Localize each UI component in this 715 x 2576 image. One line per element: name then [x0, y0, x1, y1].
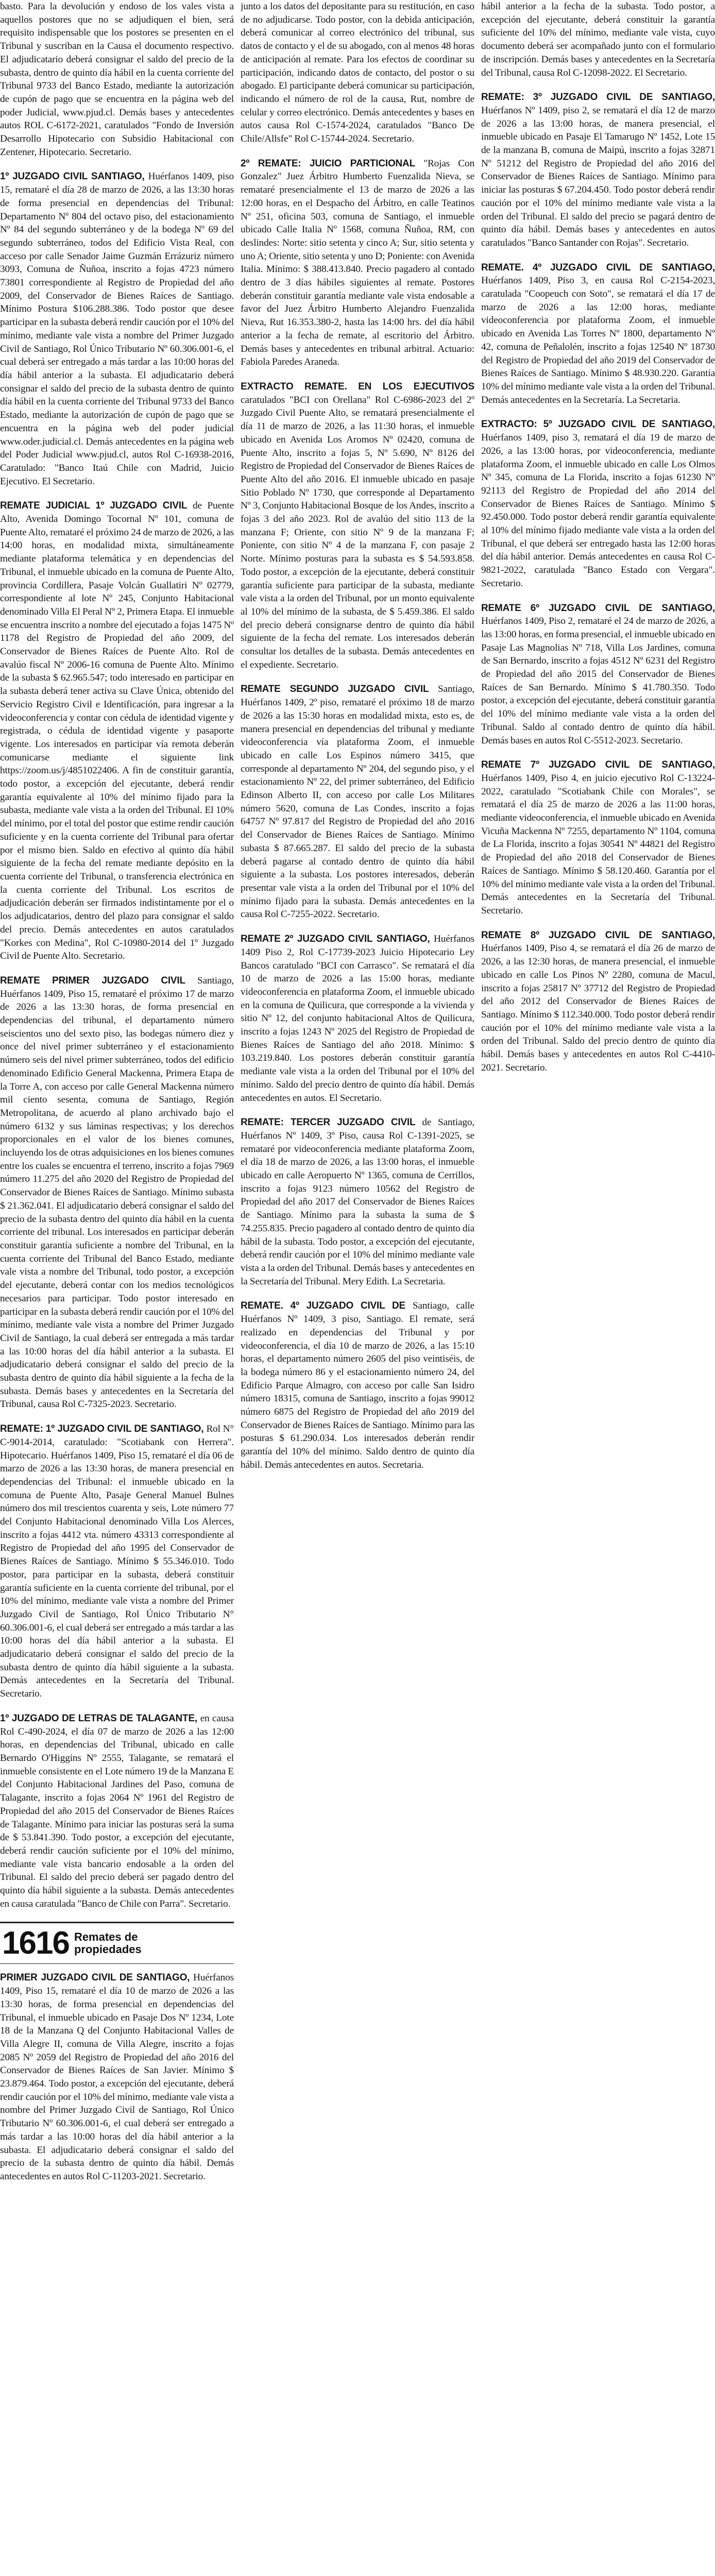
- section-label: Remates de propiedades: [74, 1930, 142, 1956]
- notice-text: [241, 933, 474, 1105]
- notice-body: en causa Rol C-490-2024, el día 07 de marzo de 2026 a las 12:00 horas, en dependencias del Tribunal, ubicado en calle Bernardo O'Higgins Nº 2555, Talagante, se rematará el inmueble consistente en el Lote número 19 de la Manzana E del Conjunto Habitacional Jardines del Paso, comuna de Talagante, inscrito a fojas 2064 Nº 1961 del Registro de Propiedad del año 2015 del Conservador de Bienes Raíces de Talagante. Mínimo para iniciar las posturas será la suma de $ 53.841.390. Todo postor, a excepción del ejecutante, deberá rendir caución suficiente por el 10% del mínimo, mediante vale vista bancario endosable a la orden del Tribunal. El saldo del precio deberá ser pagado dentro del quinto día hábil siguiente a la subasta. Demás antecedentes en causa caratulada "Banco de Chile con Parra". Secretario.: [0, 1713, 234, 1909]
- notice-heading: REMATE 2º JUZGADO CIVIL SANTIAGO,: [241, 934, 434, 945]
- notice-text: [481, 91, 715, 249]
- legal-notice: [241, 933, 474, 1105]
- column-3: [481, 0, 715, 2576]
- notice-text: [241, 1116, 474, 1288]
- section-banner: [0, 1922, 234, 1964]
- notice-text: [0, 170, 234, 488]
- notice-body: Huérfanos 1409, Piso 2, remataré el 24 de marzo de 2026, a las 13:00 horas, en forma presencial, el inmueble ubicado en Pasaje Las Magnolias Nº 718, Villa Los Jardines, comuna de San Bernardo, inscrito a fojas 4512 Nº 6231 del Registro de Propiedad del año 2015 del Conservador de Bienes Raíces de San Bernardo. Mínimo $ 41.780.350. Todo postor, a excepción del ejecutante, deberá constituir garantía del 10% del mínimo mediante vale vista a la orden del Tribunal. Saldo al contado dentro de quinto día hábil. Demás bases en autos Rol C-5512-2023. Secretario.: [481, 616, 715, 746]
- legal-notice: [0, 1712, 234, 1911]
- legal-notice: [481, 758, 715, 917]
- notice-text: [481, 929, 715, 1075]
- legal-notice: [241, 157, 474, 369]
- notice-body: caratulados "BCI con Orellana" Rol C-6986-2023 del 2º Juzgado Civil Puente Alto, se rematará presencialmente el día 11 de marzo de 2026, a las 11:30 horas, el inmueble ubicado en Avenida Los Aromos Nº 02420, comuna de Puente Alto, inscrito a fojas 5, Nº 5.690, Nº 8126 del Registro de Propiedad del Conservador de Bienes Raíces de Puente Alto del año 2016. El inmueble ubicado en pasaje Sitio Poblado Nº 1730, que corresponde al Departamento Nº 3, Conjunto Habitacional Bosque de los Andes, inscrito a fojas 3 del año 2023. Rol de avalúo del sitio 113 de la manzana F; Oriente, con sitio Nº 9 de la manzana F; Poniente, con sitio Nº 4 de la manzana F, con pasaje 2 Norte. Mínimo posturas para la subasta es $ 54.593.858. Todo postor, a excepción de la ejecutante, deberá constituir garantía suficiente para participar de la subasta, mediante vale vista a la orden del Tribunal, por un monto equivalente al 10% del mínimo de la subasta, de $ 5.459.386. El saldo del precio deberá consignarse dentro de quinto día hábil siguiente de la fecha del remate. Los interesados deberán consultar los detalles de la subasta. Demás antecedentes en el expediente. Secretario.: [241, 394, 474, 670]
- legal-notice: [481, 602, 715, 748]
- notice-text: [0, 1712, 234, 1911]
- legal-notice: [0, 170, 234, 488]
- notice-body: Huérfanos 1409, Piso 15, remataré el día 10 de marzo de 2026 a las 13:30 horas, de forma presencial en dependencias del Tribunal, el inmueble ubicado en Pasaje Dos Nº 1234, Lote 18 de la Manzana Q del Conjunto Habitacional Valles de Villa Alegre II, comuna de Villa Alegre, inscrito a fojas 2085 Nº 2059 del Registro de Propiedad del año 2016 del Conservador de Bienes Raíces de San Javier. Mínimo $ 23.879.464. Todo postor, a excepción del ejecutante, deberá rendir caución por el 10% del mínimo, mediante vale vista a nombre del Primer Juzgado Civil de Santiago, Rol Único Tributario Nº 60.306.001-6, el cual deberá ser entregado a más tardar a las 10:00 horas del día hábil anterior a la subasta. El adjudicatario deberá consignar el saldo del precio de la subasta dentro de quinto día hábil. Demás antecedentes en autos Rol C-11203-2021. Secretario.: [0, 1972, 234, 2182]
- notice-text: [0, 1422, 234, 1701]
- notice-text: [0, 0, 234, 159]
- notice-body: Huérfanos 1409, Piso 4, se rematará el día 26 de marzo de 2026, a las 12:30 horas, de manera presencial, el inmueble ubicado en calle Los Pinos Nº 2280, comuna de Macul, inscrito a fojas 25817 Nº 37712 del Registro de Propiedad del año 2012 del Conservador de Bienes Raíces de Santiago. Mínimo $ 112.340.000. Todo postor deberá rendir caución por el 10% del mínimo mediante vale vista a la orden del Tribunal. Saldo del precio dentro de quinto día hábil. Demás bases y antecedentes en autos Rol C-4410-2021. Secretario.: [481, 943, 715, 1073]
- notice-body: Huérfanos Nº 1409, piso 2, se rematará el día 12 de marzo de 2026 a las 13:00 horas, de manera presencial, el inmueble ubicado en Pasaje El Tamarugo Nº 1452, Lote 15 de la manzana B, comuna de Maipú, inscrito a fojas 32871 Nº 51212 del Registro de Propiedad del año 2016 del Conservador de Bienes Raíces de Santiago. Mínimo para iniciar las posturas $ 67.204.450. Todo postor deberá rendir caución por el 10% del mínimo mediante vale vista a la orden del Tribunal. El saldo del precio se pagará dentro de quinto día hábil. Demás bases y antecedentes en autos caratulados "Banco Santander con Rojas". Secretario.: [481, 105, 715, 248]
- notice-text: [481, 261, 715, 407]
- notice-body: Santiago, calle Huérfanos Nº 1409, 3 piso, Santiago. El remate, será realizado en dependencias del Tribunal y por videoconferencia, el día 10 de marzo de 2026, a las 15:10 horas, el departamento número 2605 del piso veintiséis, de la bodega número 86 y el estacionamiento número 24, del Edificio Parque Almagro, con acceso por calle San Isidro número 18315, comuna de Santiago, inscrito a fojas 99012 número 6875 del Registro de Propiedad del año 2019 del Conservador de Bienes Raíces de Santiago. Mínimo para las posturas $ 61.290.034. Los interesados deberán rendir garantía del 10% del mínimo. Saldo dentro de quinto día hábil. Demás antecedentes en autos. Secretaria.: [241, 1300, 474, 1470]
- legal-notice: [481, 0, 715, 79]
- notice-heading: EXTRACTO: 5º JUZGADO CIVIL DE SANTIAGO,: [481, 419, 715, 430]
- notice-heading: REMATE: 1º JUZGADO CIVIL DE SANTIAGO,: [0, 1423, 207, 1435]
- notice-body: "Rojas Con Gonzalez" Juez Árbitro Humberto Fuenzalida Nieva, se remataré presencialmente el 13 de marzo de 2026 a las 12:00 horas, en el Despacho del Árbitro, en calle Teatinos Nº 251, oficina 503, comuna de Santiago, el inmueble ubicado Calle Italia Nº 1568, comuna Ñuñoa, RM, con deslindes: Norte: sitio setenta y cinco A; Sur, sitio setenta y uno A; Oriente, sitio setenta y uno D; Poniente: con Avenida Italia. Mínimo: $ 388.413.840. Precio pagadero al contado dentro de 3 días hábiles siguientes al remate. Postores deberán constituir garantía mediante vale vista endosable a favor del Juez Árbitro Humberto Alejandro Fuenzalida Nieva, Rut 16.353.380-2, hasta las 14:00 hrs. del día hábil anterior a la fecha de remate, al escritorio del Árbitro. Demás bases y antecedentes en tribunal arbitral. Actuario: Fabiola Paredes Araneda.: [241, 158, 474, 368]
- notice-text: [241, 1299, 474, 1471]
- notice-heading: PRIMER JUZGADO CIVIL DE SANTIAGO,: [0, 1972, 194, 1984]
- notice-text: [0, 499, 234, 963]
- legal-notice: [0, 974, 234, 1411]
- notice-heading: 2º REMATE: JUICIO PARTICIONAL: [241, 158, 424, 169]
- notice-heading: REMATE. 4º JUZGADO CIVIL DE: [241, 1300, 413, 1312]
- notice-text: [481, 758, 715, 917]
- notice-body: Rol N° C-9014-2014, caratulado: "Scotiabank con Herrera". Hipotecario. Huérfanos 1409, Piso 15, remataré el día 06 de marzo de 2026 a las 13:30 horas, de manera presencial en dependencias del Tribunal: el inmueble ubicado en la comuna de Puente Alto, Pasaje General Manuel Bulnes número dos mil trescientos cuarenta y seis, Lote número 77 del Conjunto Habitacional denominado Villa Los Alerces, inscrito a fojas 4412 vta. número 43313 correspondiente al Registro de Propiedad del año 1995 del Conservador de Bienes Raíces de Santiago. Mínimo $ 55.346.010. Todo postor, para participar en la subasta, deberá constituir garantía suficiente en la cuenta corriente del tribunal, por el 10% del mínimo, mediante vale vista a nombre del Primer Juzgado Civil de Santiago, Rol Único Tributario N° 60.306.001-6, el cual deberá ser entregado a más tardar a las 10:00 horas del día hábil anterior a la subasta. El adjudicatario deberá consignar el saldo del precio de la subasta dentro de quinto día hábil siguiente a la subasta. Demás antecedentes en la Secretaría del Tribunal. Secretario.: [0, 1423, 234, 1700]
- notice-text: [0, 974, 234, 1411]
- notice-heading: REMATE SEGUNDO JUZGADO CIVIL: [241, 684, 438, 695]
- notice-body: basto. Para la devolución y endoso de los vales vista a aquellos postores que no se adjudiquen el bien, será requisito indispensable que los postores se presenten en el Tribunal y suscriban en la Causa el documento respectivo. El adjudicatario deberá consignar el saldo del precio de la subasta, dentro de quinto día hábil en la cuenta corriente del Tribunal 9733 del Banco Estado, mediante la autorización de cupón de pago que se encuentra en la página web del poder Judicial, www.pjud.cl. Demás bases y antecedentes autos ROL C-6172-2021, caratulados "Fondo de Inversión Desarrollo Hipotecario con Subsidio Habitacional con Zentener, Hipotecario. Secretario.: [0, 1, 234, 158]
- legal-notice: [241, 1299, 474, 1471]
- column-2: [241, 0, 474, 2576]
- notice-heading: 1º JUZGADO CIVIL SANTIAGO,: [0, 171, 148, 182]
- notice-body: de Puente Alto, Avenida Domingo Tocornal Nº 101, comuna de Puente Alto, remataré el próximo 24 de marzo de 2026, a las 14:00 horas, en modalidad mixta, simultáneamente mediante plataforma telemática y en dependencias del Tribunal, el inmueble ubicado en la comuna de Puente Alto, provincia Cordillera, Pasaje Volcán Guallatiri Nº 02779, correspondiente al lote Nº 245, Conjunto Habitacional denominado Villa El Peral Nº 2, Primera Etapa. El inmueble se encuentra inscrito a nombre del ejecutado a fojas 1475 Nº 1178 del Registro de Propiedad del año 2009, del Conservador de Bienes Raíces de Puente Alto. Rol de avalúo fiscal Nº 2006-16 comuna de Puente Alto. Mínimo de la subasta $ 62.965.547; todo interesado en participar en la subasta deberá tener activa su Clave Única, obtenido del Servicio Registro Civil e Identificación, para ingresar a la videoconferencia y contar con cédula de identidad vigente y registrada, o cédula de identidad vigente y pasaporte vigente. Los interesados en participar vía remota deberán comunicarse mediante el siguiente link https://zoom.us/j/4851022406. A fin de constituir garantía, todo postor, a excepción del ejecutante, deberá rendir garantía equivalente al 10% del mínimo fijado para la subasta, mediante vale vista a la orden del Tribunal. El 10% del mínimo, por el total del postor que estime rendir caución suficiente y en la cuenta corriente del Tribunal para ofertar por el mismo bien. Saldo en efectivo al quinto día hábil siguiente de la fecha del remate mediante depósito en la cuenta corriente del Tribunal, o transferencia electrónica en la cuenta corriente del Tribunal. Los escritos de adjudicación deberán ser firmados indistintamente por el o los adjudicatarios, dentro del plazo para consignar el saldo del precio. Demás antecedentes en autos caratulados "Korkes con Medina", Rol C-10980-2014 del 1º Juzgado Civil de Puente Alto. Secretario.: [0, 500, 234, 962]
- notice-body: Huérfanos 1409, Piso 4, en juicio ejecutivo Rol C-13224-2022, caratulado "Scotiabank Chile con Morales", se rematará el día 25 de marzo de 2026 a las 11:00 horas, mediante videoconferencia, el inmueble ubicado en Avenida Vicuña Mackenna Nº 7255, departamento Nº 1104, comuna de La Florida, inscrito a fojas 30541 Nº 44821 del Registro de Propiedad del año 2018 del Conservador de Bienes Raíces de Santiago. Mínimo $ 58.120.460. Garantía por el 10% del mínimo mediante vale vista a la orden del Tribunal. Demás antecedentes en la Secretaría del Tribunal. Secretario.: [481, 772, 715, 916]
- legal-notice: [241, 380, 474, 671]
- legal-notice: [0, 499, 234, 963]
- notice-text: [241, 683, 474, 921]
- legal-notice: [481, 91, 715, 249]
- notice-body: junto a los datos del depositante para su restitución, en caso de no adjudicarse. Todo postor, con la debida anticipación, deberá comunicar al correo electrónico del tribunal, sus datos de contacto y el de su abogado, con al menos 48 horas de anticipación al remate. Para los efectos de coordinar su participación, indicando datos de contacto, del postor o su abogado. El participante deberá comunicar su participación, indicando el número de rol de la causa, Rut, nombre de celular y correo electrónico. Demás antecedentes y bases en autos causa Rol C-1574-2024, caratulados "Banco De Chile/Allsfe" Rol C-15744-2024. Secretario.: [241, 1, 474, 145]
- notice-text: [481, 0, 715, 79]
- legal-notice: [241, 1116, 474, 1288]
- column-1: [0, 0, 234, 2576]
- section-number: 1616: [2, 1925, 69, 1961]
- notice-body: Huérfanos 1409, piso 3, rematará el día 19 de marzo de 2026, a las 13:00 horas, por videoconferencia, mediante plataforma Zoom, el inmueble ubicado en calle Los Olmos Nº 345, comuna de La Florida, inscrito a fojas 61230 Nº 92113 del Registro de Propiedad del año 2014 del Conservador de Bienes Raíces de Santiago. Mínimo $ 92.450.000. Todo postor deberá rendir garantía equivalente al 10% del mínimo fijado mediante vale vista a la orden del Tribunal, el que deberá ser entregado hasta las 12:00 horas del día hábil anterior. Demás antecedentes en causa Rol C-9821-2022, caratulada "Banco Estado con Vergara". Secretario.: [481, 432, 715, 589]
- notice-text: [481, 418, 715, 590]
- legal-notice: [241, 683, 474, 921]
- notice-heading: REMATE: 3º JUZGADO CIVIL DE SANTIAGO,: [481, 92, 715, 103]
- legal-notice: [241, 0, 474, 146]
- notice-heading: REMATE 6º JUZGADO CIVIL DE SANTIAGO,: [481, 602, 715, 614]
- notice-text: [241, 0, 474, 146]
- notice-body: hábil anterior a la fecha de la subasta. Todo postor, a excepción del ejecutante, deberá constituir la garantía suficiente del 10% del mínimo, mediante vale vista, cuyo documento deberá ser acompañado junto con el formulario de inscripción. Demás bases y antecedentes en la Secretaría del Tribunal, causa Rol C-12098-2022. El Secretario.: [481, 1, 715, 78]
- notice-heading: REMATE 8º JUZGADO CIVIL DE SANTIAGO,: [481, 929, 715, 941]
- notice-body: Huérfanos 1409, Piso 3, en causa Rol C-2154-2023, caratulada "Coopeuch con Soto", se rematará el día 17 de marzo de 2026 a las 12:00 horas, mediante videoconferencia por plataforma Zoom, el inmueble ubicado en Avenida Las Torres Nº 1800, departamento Nº 42, comuna de Peñalolén, inscrito a fojas 12540 Nº 18730 del Registro de Propiedad del año 2019 del Conservador de Bienes Raíces de Santiago. Mínimo $ 48.930.220. Garantía 10% del mínimo mediante vale vista a la orden del Tribunal. Demás antecedentes en la Secretaría. La Secretaria.: [481, 275, 715, 405]
- notice-text: [481, 602, 715, 748]
- notice-heading: REMATE PRIMER JUZGADO CIVIL: [0, 975, 198, 986]
- notice-text: [241, 380, 474, 671]
- legal-notice: [481, 261, 715, 407]
- legal-notice: [481, 418, 715, 590]
- notice-heading: REMATE: TERCER JUZGADO CIVIL: [241, 1117, 422, 1128]
- notice-body: Huérfanos 1409, piso 15, remataré el día 28 de marzo de 2026, a las 13:30 horas de forma presencial en dependencias del Tribunal: Departamento Nº 804 del octavo piso, del estacionamiento Nº 84 del segundo subterráneo y de la bodega Nº 69 del segundo subterráneo, todos del Edificio Vista Real, con acceso por calle Senador Jaime Guzmán Errázuriz número 3093, Comuna de Ñuñoa, inscrito a fojas 4723 número 73801 correspondiente al Registro de Propiedad del año 2009, del Conservador de Bienes Raíces de Santiago. Mínimo Postura $106.288.386. Todo postor que desee participar en la subasta deberá rendir caución por el 10% del mínimo, mediante vale vista a nombre del Primer Juzgado Civil de Santiago, Rol Único Tributario Nº 60.306.001-6, el cual deberá ser entregado a más tardar a las 10:00 horas del día hábil anterior a la subasta. El adjudicatario deberá consignar el saldo del precio de la subasta dentro de quinto día hábil en la cuenta corriente del Tribunal 9733 del Banco Estado, mediante la autorización de cupón de pago que se encuentra en la página web del poder judicial www.oder.judicial.cl. Demás antecedentes en la página web del Poder Judicial www.pjud.cl, autos Rol C-16938-2016, Caratulado: "Banco Itaú Chile con Madrid, Juicio Ejecutivo. El Secretario.: [0, 171, 234, 487]
- notice-heading: REMATE. 4º JUZGADO CIVIL DE SANTIAGO,: [481, 262, 715, 273]
- notice-body: Huérfanos 1409 Piso 2, Rol C-17739-2023 Juicio Hipotecario Ley Bancos caratulado "BCI con Carrasco". Se rematará el día 10 de marzo de 2026 a las 15:00 horas, mediante videoconferencia en plataforma Zoom, el inmueble ubicado en la comuna de Quilicura, que corresponde a la vivienda y sitio Nº 12, del conjunto habitacional Altos de Quilicura, inscrito a fojas 1243 Nº 2025 del Registro de Propiedad de Bienes Raíces de Santiago del año 2018. Mínimo: $ 103.219.840. Los postores deberán constituir garantía mediante vale vista a la orden del Tribunal por el 10% del mínimo. Saldo del precio dentro de quinto día hábil. Demás antecedentes en autos. El Secretario.: [241, 934, 474, 1104]
- legal-notice: [0, 1971, 234, 2183]
- legal-notice: [481, 929, 715, 1075]
- notice-body: Santiago, Huérfanos 1409, Piso 15, remataré el próximo 17 de marzo de 2026 a las 13:30 horas, de forma presencial en dependencias del tribunal, el departamento número seiscientos uno del sexto piso, las bodegas número diez y once del nivel primer subterráneo y el estacionamiento número seis del nivel primer subterráneo, todos del edificio denominado Edificio General Mackenna, Primera Etapa de la Torre A, con acceso por calle General Mackenna número mil ciento sesenta, comuna de Santiago, Región Metropolitana, de acuerdo al plano archivado bajo el número 6132 y sus láminas respectivas; y los derechos proporcionales en el valor de los bienes comunes, incluyendo los de otras adquisiciones en los bienes comunes entre los cuales se encuentra el terreno, inscrito a fojas 7969 número 11.275 del año 2020 del Registro de Propiedad del Conservador de Bienes Raíces de Santiago. Mínimo subasta $ 21.362.041. El adjudicatario deberá consignar el saldo del precio de la subasta dentro del quinto día hábil en la cuenta corriente del tribunal. Los interesados en participar deberán constituir garantía suficiente a nombre del Tribunal, en la cuenta corriente del Tribunal del Banco Estado, mediante vale vista a nombre del Tribunal, todo postor, a excepción del ejecutante, deberá contar con los medios tecnológicos necesarios para participar. Todo postor interesado en participar en la subasta deberá rendir caución por el 10% del mínimo, mediante vale vista a nombre del Primer Juzgado Civil de Santiago, la cual deberá ser entregada a más tardar a las 10:00 horas del día hábil anterior a la subasta. El adjudicatario deberá consignar el saldo del precio de la subasta dentro de quinto día hábil siguiente a la fecha de la subasta. Demás bases y antecedentes en la Secretaría del Tribunal, causa Rol C-7325-2023. Secretario.: [0, 975, 234, 1410]
- notice-heading: REMATE JUDICIAL 1º JUZGADO CIVIL: [0, 500, 193, 512]
- notice-heading: EXTRACTO REMATE. EN LOS EJECUTIVOS: [241, 381, 474, 392]
- notice-body: de Santiago, Huérfanos Nº 1409, 3º Piso, causa Rol C-1391-2025, se remataré por videoconferencia mediante plataforma Zoom, el día 18 de marzo de 2026, a las 13:00 horas, el inmueble ubicado en calle Aeropuerto Nº 1365, comuna de Cerrillos, inscrito a fojas 9123 número 10562 del Registro de Propiedad del año 2017 del Conservador de Bienes Raíces de Santiago. Mínimo para la subasta la suma de $ 74.255.835. Precio pagadero al contado dentro de quinto día hábil de la subasta. Todo postor, a excepción del ejecutante, deberá rendir caución por el 10% del mínimo mediante vale vista a la orden del Tribunal. Demás bases y antecedentes en la Secretaría del Tribunal. Mery Edith. La Secretaria.: [241, 1117, 474, 1287]
- notice-text: [0, 1971, 234, 2183]
- notice-text: [241, 157, 474, 369]
- legal-notice: [0, 1422, 234, 1701]
- notice-body: Santiago, Huérfanos 1409, 2º piso, remataré el próximo 18 de marzo de 2026 a las 15:30 horas en modalidad mixta, esto es, de manera presencial en dependencias del tribunal y mediante videoconferencia vía plataforma Zoom, el inmueble ubicado en calle Los Espinos número 3415, que corresponde al departamento Nº 204, del segundo piso, y el estacionamiento Nº 22, del primer subterráneo, del Edificio Edinson Alberto II, con acceso por calle Los Militares número 5620, comuna de Las Condes, inscrito a fojas 64757 Nº 97.817 del Registro de Propiedad del año 2016 del Conservador de Bienes Raíces de Santiago. Mínimo subasta $ 87.665.287. El saldo del precio de la subasta deberá pagarse al contado dentro de quinto día hábil siguiente a la subasta. Los postores interesados, deberán presentar vale vista a la orden del Tribunal por el 10% del mínimo fijado para la subasta. Demás antecedentes en la causa Rol C-7255-2022. Secretario.: [241, 684, 474, 920]
- notice-heading: REMATE 7º JUZGADO CIVIL DE SANTIAGO,: [481, 759, 715, 771]
- legal-notice: [0, 0, 234, 159]
- notice-heading: 1º JUZGADO DE LETRAS DE TALAGANTE,: [0, 1713, 200, 1724]
